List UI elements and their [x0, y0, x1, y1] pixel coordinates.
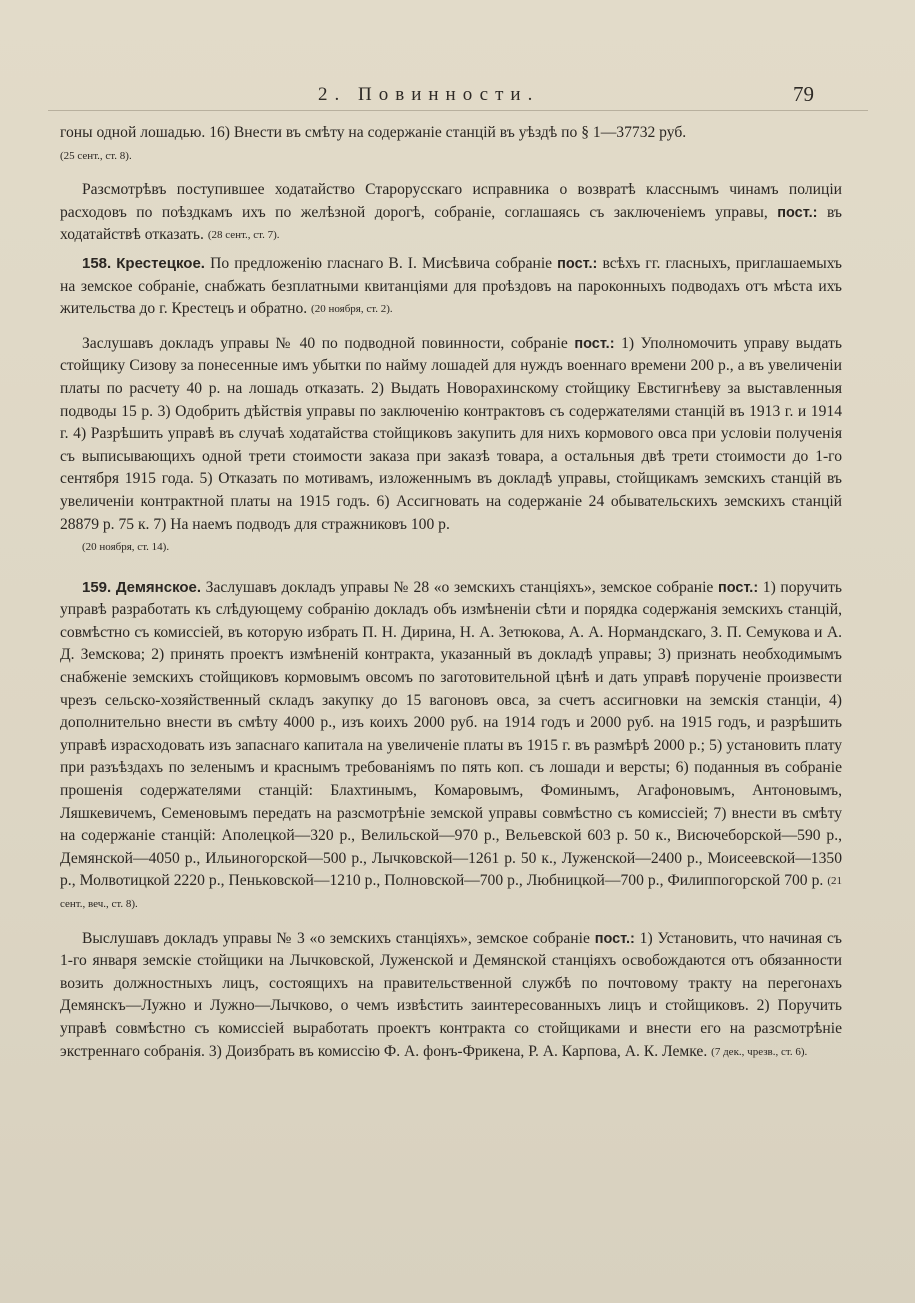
paragraph-text: Разсмотрѣвъ поступившее ходатайство Старорусскаго исправника о возвратѣ класснымъ чинамъ полиціи расходовъ по поѣздкамъ ихъ по желѣзной дорогѣ, собраніе, соглашаясь съ заключеніемъ управы,	[60, 181, 842, 221]
session-reference: (7 дек., чрезв., ст. 6).	[711, 1045, 808, 1058]
page-body	[60, 122, 842, 1063]
paragraph-text: всѣхъ гг. гласныхъ, приглашаемыхъ на земское собраніе, снабжать безплатными квитанціями для проѣздовъ на пароконныхъ подводахъ отъ мѣста ихъ жительства до г. Крестецъ и обратно.	[60, 254, 842, 318]
paragraph-text: Заслушавъ докладъ управы № 40 по подводной повинности, собраніе	[82, 334, 568, 352]
paragraph-report-40	[60, 333, 842, 559]
paragraph-text: въ ходатайствѣ отказать.	[60, 203, 842, 244]
resolution-marker: пост.:	[777, 204, 818, 221]
entry-number: 159.	[82, 578, 112, 596]
district-heading: Крестецкое.	[116, 254, 205, 272]
page-header	[0, 84, 915, 108]
page-number: 79	[793, 82, 814, 106]
paragraph-text: 1) Уполномочить управу выдать стойщику Сизову за понесенные имъ убытки по найму лошадей для нуждъ военнаго времени 200 р., а въ увеличеніи платы по расчету 40 р. на лошадь отказать. 2) Выдать Новорахинскому стойщику Евстигнѣеву за выставленныя подводы 15 р. 3) Одобрить дѣйствія управы по заключенію контрактовъ съ содержателями станцій въ 1913 г. и 1914 г. 4) Разрѣшить управѣ въ случаѣ ходатайства стойщиковъ закупить для нихъ кормового овса при условіи полученія съ выписывающихъ одной трети стоимости заказа при заказѣ товара, а остальныя двѣ трети стоимости до 1-го сентября 1915 года. 5) Отказать по мотивамъ, изложеннымъ въ докладѣ управы, стойщикамъ земскихъ станцій въ увеличеніи контрактной платы на 1915 годъ. 6) Ассигновать на содержаніе 24 обывательскихъ земскихъ станцій 28879 р. 75 к. 7) На наемъ подводъ для стражниковъ 100 р.	[60, 334, 842, 533]
entry-number: 158.	[82, 254, 112, 272]
header-rule	[48, 110, 868, 111]
resolution-marker: пост.:	[717, 579, 759, 596]
resolution-marker: пост.:	[557, 255, 598, 272]
paragraph-text: Заслушавъ докладъ управы № 28 «о земскихъ станціяхъ», земское собраніе	[205, 578, 714, 596]
paragraph-text: Выслушавъ докладъ управы № 3 «о земскихъ станціяхъ», земское собраніе	[82, 929, 590, 947]
paragraph-text: 1) Установить, что начиная съ 1-го января земскіе стойщики на Лычковской, Луженской и Демянской станціяхъ освобождаются отъ обязанности возить должностныхъ лицъ, состоящихъ на правительственной службѣ по почтовому тракту на перегонахъ Демянскъ—Лужно и Лужно—Лычково, о чемъ извѣстить заинтересованныхъ лицъ и стойщиковъ. 2) Поручить управѣ совмѣстно съ комиссіей выработать проектъ контракта со стойщиками и внести его на разсмотрѣніе экстреннаго собранія. 3) Доизбрать въ комиссію Ф. А. фонъ-Фрикена, Р. А. Карпова, А. К. Лемке.	[60, 929, 843, 1060]
paragraph-text: По предложенію гласнаго В. І. Мисѣвича собраніе	[210, 254, 553, 272]
session-reference: (21 сент., веч., ст. 8).	[60, 875, 842, 910]
district-heading: Демянское.	[115, 578, 202, 596]
paragraph-continuation	[60, 122, 842, 167]
paragraph-text: 1) поручить управѣ разработать къ слѣдующему собранію докладъ объ измѣненіи сѣти и порядка содержанія земскихъ станцій, совмѣстно съ комиссіей, въ которую избрать П. Н. Дирина, Н. А. Зетюкова, А. А. Нормандскаго, З. П. Семукова и А. Д. Земскова; 2) принять проектъ измѣненій контракта, указанный въ докладѣ управы; 3) признать необходимымъ снабженіе земскихъ стойщиковъ кормовымъ овсомъ по заготовительной цѣнѣ и дать управѣ порученіе произвести чрезъ сельско-хозяйственный складъ закупку до 15 вагоновъ овса, за счетъ ассигновки на земскія станціи, 4) дополнительно внести въ смѣту 4000 р., изъ коихъ 2000 руб. на 1914 годъ и 2000 руб. на 1915 годъ, и разрѣшить управѣ израсходовать изъ запаснаго капитала на увеличеніе платы въ 1915 г. въ размѣрѣ 2000 р.; 5) установить плату при разъѣздахъ по зеленымъ и краснымъ требованіямъ по пять коп. съ лошади и версты; 6) поданныя въ собраніе прошенія содержателями станцій: Блахтинымъ, Комаровымъ, Фоминымъ, Агафоновымъ, Антоновымъ, Ляшкевичемъ, Семеновымъ передать на разсмотрѣніе земской управы совмѣстно съ комиссіей; 7) внести въ смѣту на содержаніе станцій: Аполецкой—320 р., Велильской—970 р., Вельевской 603 р. 50 к., Висючеборской—590 р., Демянской—4050 р., Ильиногорской—500 р., Лычковской—1261 р. 50 к., Луженской—2400 р., Моисеевской—1350 р., Молвотицкой 2220 р., Пеньковской—1210 р., Полновской—700 р., Любницкой—700 р., Филиппогорской 700 р.	[60, 578, 842, 890]
resolution-marker: пост.:	[574, 335, 615, 352]
session-reference: (20 ноября, ст. 14).	[82, 541, 170, 554]
paragraph-report-3	[60, 928, 842, 1064]
session-reference: (20 ноября, ст. 2).	[311, 303, 393, 316]
resolution-marker: пост.:	[594, 930, 635, 947]
session-reference: (28 сент., ст. 7).	[207, 229, 280, 242]
session-reference: (25 сент., ст. 8).	[60, 149, 132, 162]
paragraph-159-demyanskoe	[60, 577, 842, 916]
section-title: 2. Повинности.	[318, 84, 540, 105]
paragraph-158-krestetskoe	[60, 253, 842, 321]
paragraph-text: гоны одной лошадью. 16) Внести въ смѣту на содержаніе станцій въ уѣздѣ по § 1—37732 руб.	[60, 124, 687, 141]
paragraph-starorussk-petition	[60, 179, 842, 247]
